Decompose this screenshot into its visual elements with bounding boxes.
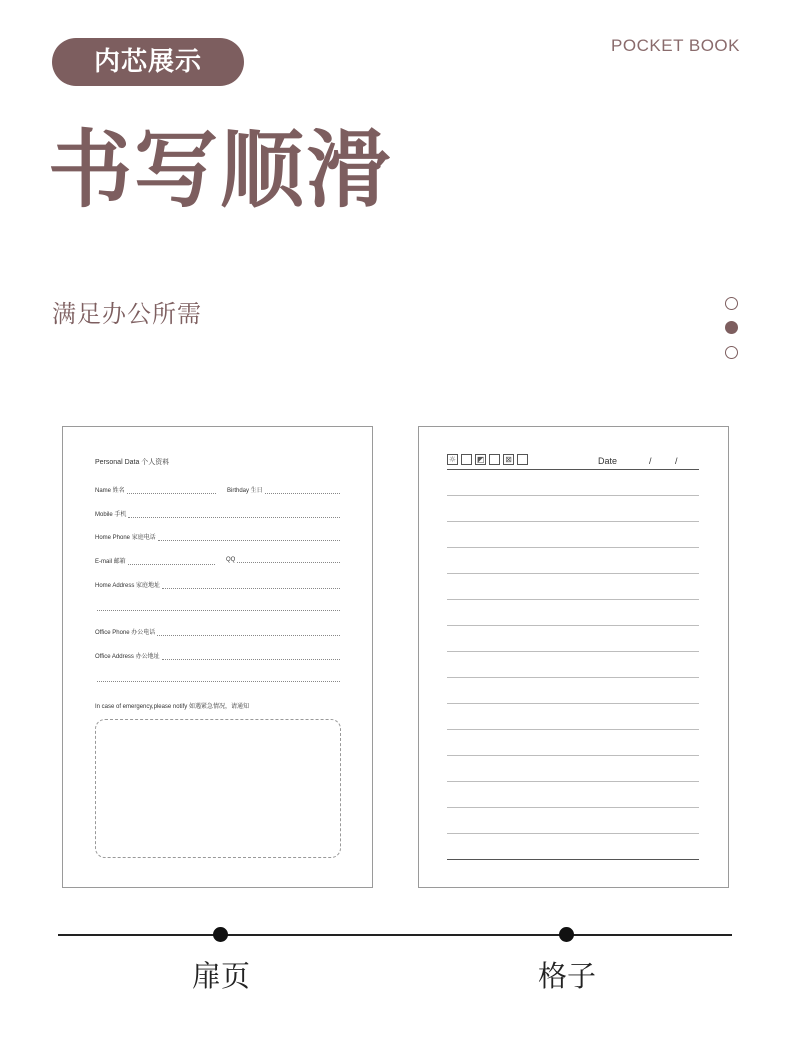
emergency-box [95,719,341,858]
blank-icon [461,454,472,465]
date-separator: / [649,456,652,466]
ruled-line [447,807,699,808]
brand-label: POCKET BOOK [611,36,740,55]
timeline-dot-left[interactable] [213,927,228,942]
personal-data-page [62,426,373,888]
ruled-line [447,547,699,548]
ruled-line [447,729,699,730]
ruled-line [447,651,699,652]
ruled-line [447,599,699,600]
field-row [95,485,216,494]
field-row [95,627,340,636]
emergency-label: In case of emergency,please notify 如遇紧急情况，请通知 [95,704,249,710]
sun-icon: ☼ [448,455,457,464]
ruled-line [447,625,699,626]
field-label: Birthday 生日 [227,488,263,494]
field-label: Home Phone 家庭电话 [95,535,156,541]
field-row [95,556,215,565]
carousel-dot-2[interactable] [725,321,738,334]
date-label: Date [598,456,618,466]
section-badge: 内芯展示 [52,38,244,86]
field-label: E-mail 邮箱 [95,559,126,565]
field-row [95,604,340,611]
field-row [227,485,340,494]
field-label: QQ [226,557,236,563]
date-separator: / [675,456,678,466]
cloud-sun-icon: ◩ [476,455,485,464]
field-row [95,532,340,541]
ruled-line [447,495,699,496]
caption-title-page: 扉页 [191,959,250,993]
carousel-dot-1[interactable] [725,297,738,310]
field-row [226,556,340,563]
field-label: Home Address 家庭地址 [95,583,161,589]
ruled-line [447,781,699,782]
blank-icon [517,454,528,465]
ruled-line [447,677,699,678]
headline: 书写顺滑 [48,121,393,219]
subheadline: 满足办公所需 [52,300,202,328]
field-label: Office Phone 办公电话 [95,630,156,636]
ruled-line [447,573,699,574]
carousel-dot-3[interactable] [725,346,738,359]
rain-icon: ⊠ [503,454,514,465]
blank-icon [489,454,500,465]
caption-grid-page: 格子 [537,959,596,993]
field-label: Office Address 办公地址 [95,654,160,660]
field-row [95,580,340,589]
ruled-line [447,833,699,834]
timeline-dot-right[interactable] [559,927,574,942]
field-label: Mobile 手机 [95,512,127,518]
ruled-line [447,755,699,756]
ruled-line [447,703,699,704]
field-label: Name 姓名 [95,488,125,494]
weather-icons [447,454,528,465]
timeline-line [58,934,732,936]
personal-data-title: Personal Data 个人资料 [95,459,170,466]
ruled-line [447,859,699,860]
ruled-line [447,521,699,522]
field-row [95,675,340,682]
field-row [95,509,340,518]
field-row [95,651,340,660]
emergency-label-row [95,701,340,710]
ruled-line [447,469,699,470]
lined-page [418,426,729,888]
